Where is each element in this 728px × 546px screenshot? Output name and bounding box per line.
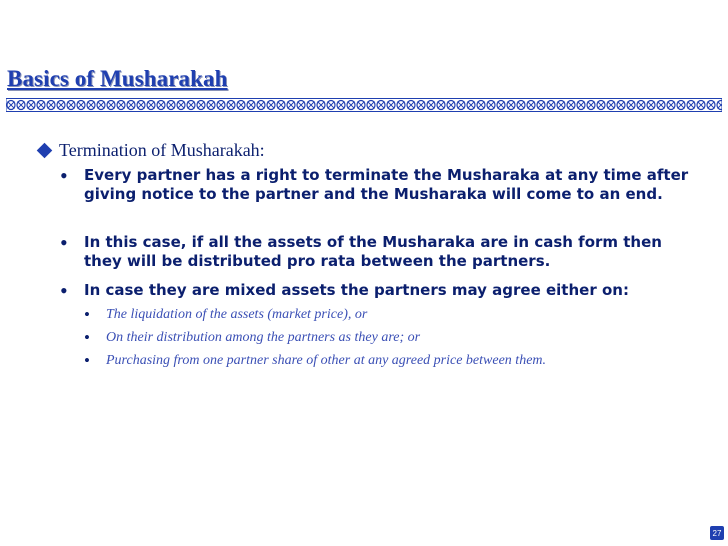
- sub-list-item: [84, 329, 704, 347]
- heading-item: [37, 140, 265, 161]
- sub-list-item-text: Purchasing from one partner share of other at any agreed price between them.: [106, 353, 547, 368]
- heading-text: Termination of Musharakah:: [59, 140, 265, 160]
- bullet-icon: •: [84, 328, 90, 347]
- bullet-icon: •: [60, 230, 68, 255]
- bullet-icon: •: [60, 278, 68, 303]
- bullet-icon: •: [84, 305, 90, 324]
- list-item: [60, 230, 700, 271]
- diamond-bullet-icon: [37, 143, 53, 159]
- list-item-text: Every partner has a right to terminate the Musharaka at any time after giving notice to the partner and the Musharaka will come to an end.: [84, 166, 689, 203]
- sub-list-item: [84, 352, 704, 370]
- list-item-text: In case they are mixed assets the partners may agree either on:: [84, 281, 629, 299]
- list-item: [60, 278, 700, 303]
- list-item-text: In this case, if all the assets of the Musharaka are in cash form then they will be distributed pro rata between the partners.: [84, 233, 662, 270]
- bullet-icon: •: [84, 351, 90, 370]
- sub-list-item: [84, 306, 704, 324]
- bullet-icon: •: [60, 163, 68, 188]
- decorative-border: [6, 98, 722, 112]
- sub-list-item-text: The liquidation of the assets (market price), or: [106, 307, 368, 322]
- page-number: 27: [710, 526, 724, 540]
- slide-title: Basics of Musharakah: [7, 66, 228, 91]
- sub-list-item-text: On their distribution among the partners as they are; or: [106, 330, 421, 345]
- list-item: [60, 163, 700, 204]
